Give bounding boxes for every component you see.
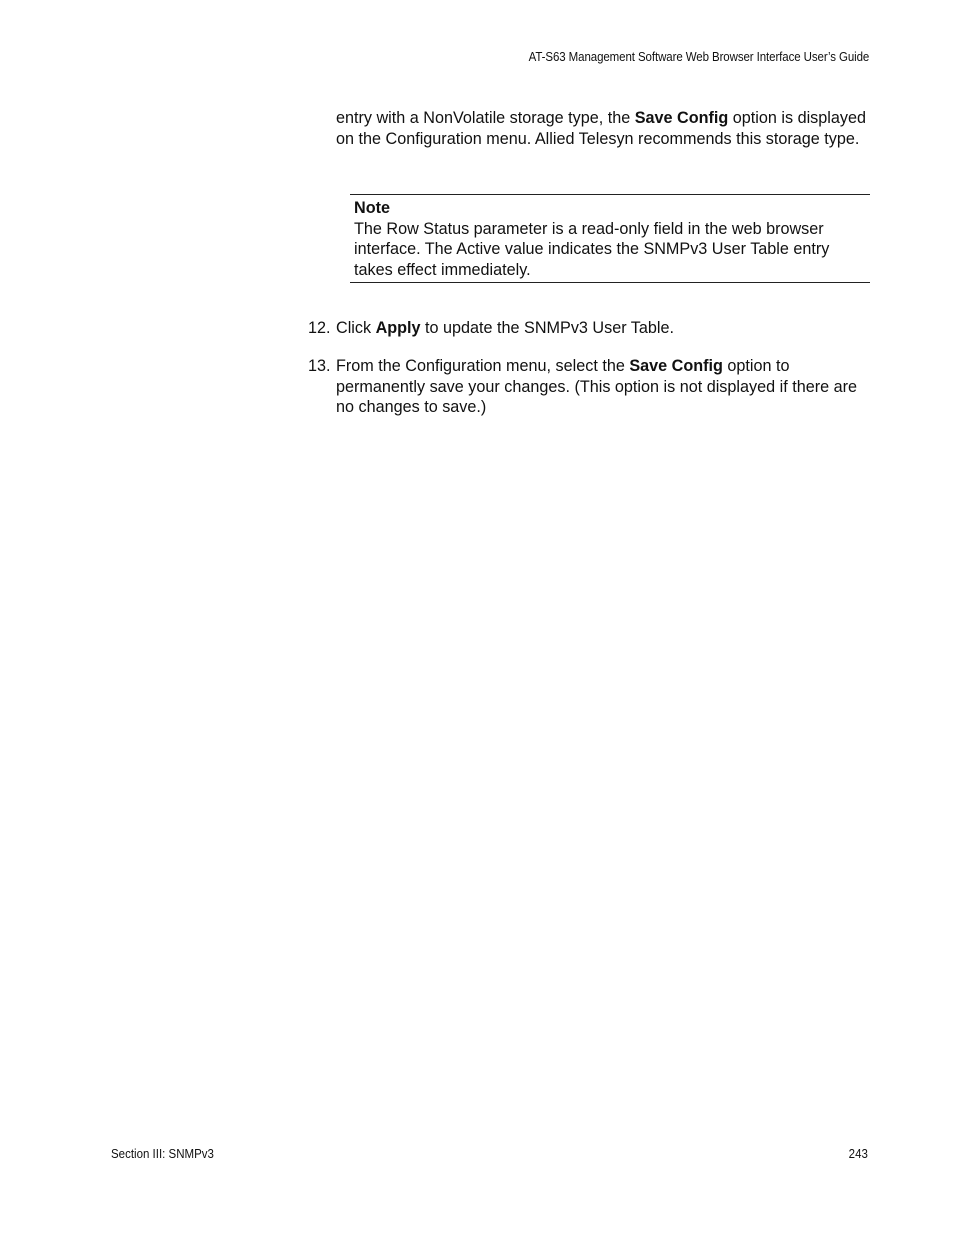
step-text-after: option to permanently save your changes. (This option is not displayed if there are no changes to save.) <box>336 357 857 416</box>
running-header: AT-S63 Management Software Web Browser Interface User’s Guide <box>528 50 869 64</box>
intro-text-1: entry with a NonVolatile storage type, the <box>336 109 635 127</box>
step-bold-apply: Apply <box>375 319 421 337</box>
step-bold-save-config: Save Config <box>629 357 723 375</box>
intro-text-2: option is displayed on the Configuration menu. Allied Telesyn recommends this storage type. <box>336 109 866 148</box>
step-number: 12. <box>308 319 331 337</box>
step-13 <box>308 356 878 418</box>
step-text <box>336 356 866 418</box>
footer-page-number: 243 <box>848 1147 868 1161</box>
note-text: The Row Status parameter is a read-only field in the web browser interface. The Active value indicates the SNMPv3 User Table entry takes effect immediately. <box>354 219 830 279</box>
note-box <box>350 194 870 283</box>
step-text-before: Click <box>336 319 376 337</box>
step-text-after: to update the SNMPv3 User Table. <box>420 319 674 337</box>
intro-paragraph <box>336 108 876 149</box>
step-number: 13. <box>308 357 331 375</box>
intro-bold-save-config: Save Config <box>634 109 729 127</box>
step-text <box>336 318 866 339</box>
step-12 <box>308 318 878 339</box>
note-title: Note <box>354 199 390 217</box>
footer-section: Section III: SNMPv3 <box>111 1147 214 1161</box>
step-text-before: From the Configuration menu, select the <box>336 357 630 375</box>
